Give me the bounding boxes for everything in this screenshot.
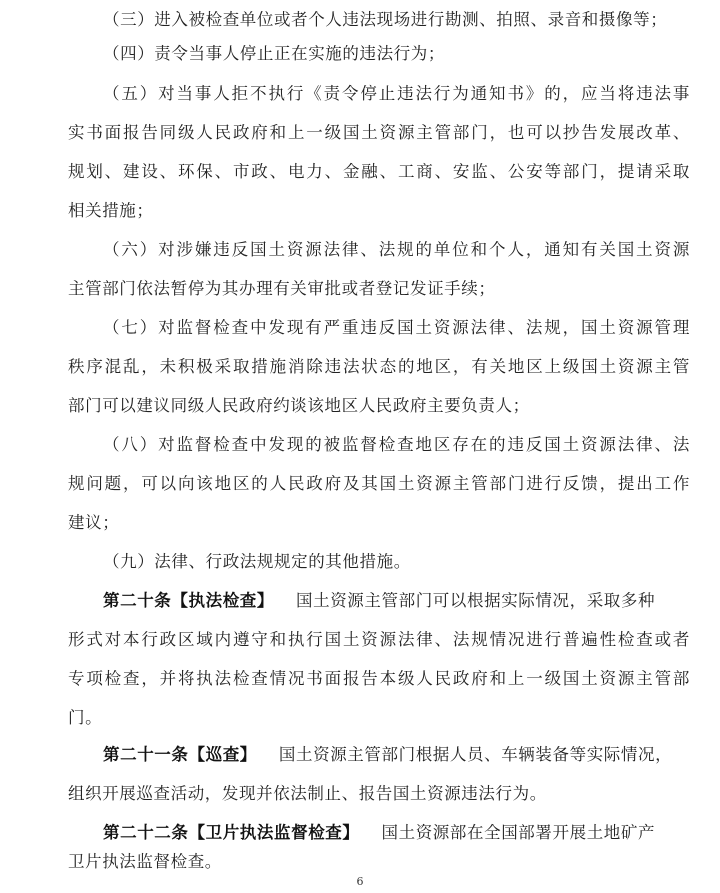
paragraph-item-7-line-3: 部门可以建议同级人民政府约谈该地区人民政府主要负责人； (68, 396, 530, 415)
paragraph-item-4-line-1: （四）责令当事人停止正在实施的违法行为； (103, 44, 445, 63)
article-20-first-line-text: 国土资源主管部门可以根据实际情况，采取多种 (296, 591, 656, 610)
article-21-first-line-text: 国土资源主管部门根据人员、车辆装备等实际情况， (278, 745, 673, 764)
paragraph-item-8-line-3: 建议； (68, 513, 120, 532)
paragraph-item-7-line-1: （七）对监督检查中发现有严重违反国土资源法律、法规，国土资源管理 (103, 318, 690, 337)
article-22-first-line (103, 823, 703, 843)
paragraph-item-5-line-4: 相关措施； (68, 201, 154, 220)
paragraph-item-5-line-1: （五）对当事人拒不执行《责令停止违法行为通知书》的，应当将违法事 (103, 84, 690, 103)
paragraph-item-7-line-2: 秩序混乱，未积极采取措施消除违法状态的地区，有关地区上级国土资源主管 (68, 357, 690, 376)
page-number: 6 (356, 875, 364, 888)
article-20-line-2: 形式对本行政区域内遵守和执行国土资源法律、法规情况进行普遍性检查或者 (68, 630, 690, 649)
article-20-line-3: 专项检查，并将执法检查情况书面报告本级人民政府和上一级国土资源主管部 (68, 669, 690, 688)
paragraph-item-6-line-2: 主管部门依法暂停为其办理有关审批或者登记发证手续； (68, 279, 496, 298)
article-22-first-line-text: 国土资源部在全国部署开展土地矿产 (381, 823, 656, 842)
paragraph-item-5-line-2: 实书面报告同级人民政府和上一级国土资源主管部门，也可以抄告发展改革、 (68, 123, 690, 142)
article-22-line-2: 卫片执法监督检查。 (68, 852, 222, 871)
article-21-heading: 第二十一条【巡查】 (103, 745, 257, 764)
article-20-heading: 第二十条【执法检查】 (103, 591, 274, 610)
article-20-first-line (103, 591, 703, 611)
article-22-heading: 第二十二条【卫片执法监督检查】 (103, 823, 360, 842)
article-21-first-line (103, 745, 703, 765)
paragraph-item-5-line-3: 规划、建设、环保、市政、电力、金融、工商、安监、公安等部门，提请采取 (68, 162, 690, 181)
paragraph-item-9-line-1: （九）法律、行政法规规定的其他措施。 (103, 552, 411, 571)
article-20-line-4: 门。 (68, 708, 103, 727)
paragraph-item-3-line-1: （三）进入被检查单位或者个人违法现场进行勘测、拍照、录音和摄像等； (103, 10, 668, 29)
article-21-line-2: 组织开展巡查活动，发现并依法制止、报告国土资源违法行为。 (68, 784, 547, 803)
paragraph-item-6-line-1: （六）对涉嫌违反国土资源法律、法规的单位和个人，通知有关国土资源 (103, 240, 690, 259)
paragraph-item-8-line-1: （八）对监督检查中发现的被监督检查地区存在的违反国土资源法律、法 (103, 435, 690, 454)
paragraph-item-8-line-2: 规问题，可以向该地区的人民政府及其国土资源主管部门进行反馈，提出工作 (68, 474, 690, 493)
